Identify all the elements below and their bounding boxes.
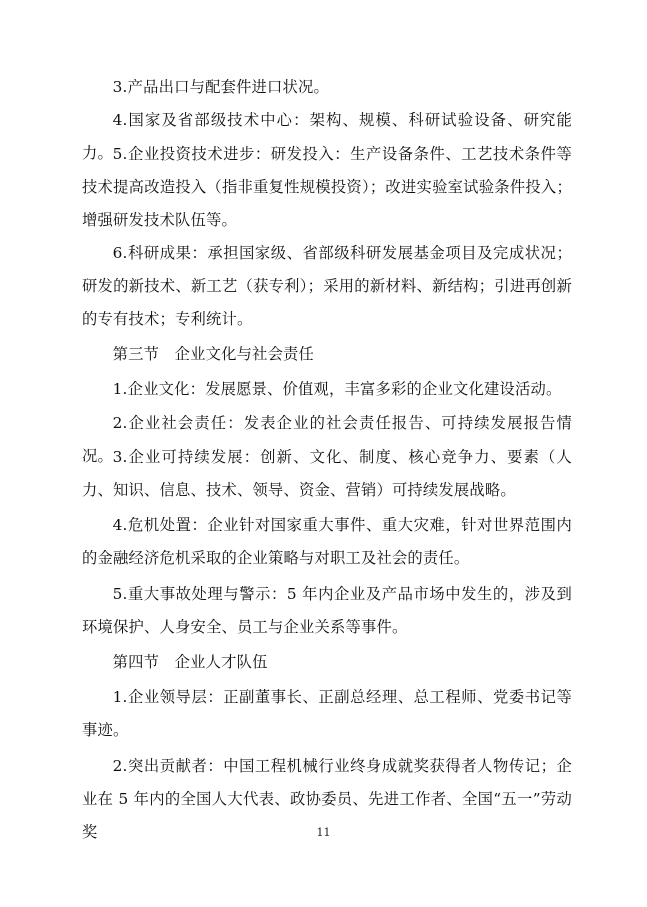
section-heading-4: 第四节 企业人才队伍 <box>112 653 268 671</box>
paragraph-sustainable: 3.企业可持续发展：创新、文化、制度、核心竞争力、要素（人力、知识、信息、技术、领导、资金、营销）可持续发展战略。 <box>82 448 572 499</box>
paragraph-item-5: 5.企业投资技术进步：研发投入：生产设备条件、工艺技术条件等技术提高改造投入（指非重复性规模投资）；改进实验室试验条件投入；增强研发技术队伍等。 <box>82 145 572 229</box>
paragraph-contributors: 2.突出贡献者：中国工程机械行业终身成就奖获得者人物传记；企业在 5 年内的全国人大代表、政协委员、先进工作者、全国“五一”劳动奖 <box>82 757 572 841</box>
paragraph-item-4: 4.国家及省部级技术中心：架构、规模、科研试验设备、研究能力。 <box>82 111 572 162</box>
paragraph-leadership: 1.企业领导层：正副董事长、正副总经理、总工程师、党委书记等事迹。 <box>82 688 572 739</box>
paragraph-culture: 1.企业文化：发展愿景、价值观，丰富多彩的企业文化建设活动。 <box>112 380 562 398</box>
paragraph-crisis: 4.危机处置：企业针对国家重大事件、重大灾难，针对世界范围内的金融经济危机采取的企业策略与对职工及社会的责任。 <box>82 516 572 567</box>
paragraph-social-responsibility: 2.企业社会责任：发表企业的社会责任报告、可持续发展报告情况。 <box>82 414 572 465</box>
paragraph-item-3: 3.产品出口与配套件进口状况。 <box>112 78 330 96</box>
page-number: 11 <box>316 826 331 839</box>
section-heading-3: 第三节 企业文化与社会责任 <box>112 345 315 363</box>
paragraph-accident: 5.重大事故处理与警示：5 年内企业及产品市场中发生的，涉及到环境保护、人身安全、员工与企业关系等事件。 <box>82 585 572 636</box>
paragraph-item-6: 6.科研成果：承担国家级、省部级科研发展基金项目及完成状况；研发的新技术、新工艺（获专利）；采用的新材料、新结构；引进再创新的专有技术；专利统计。 <box>82 244 572 328</box>
